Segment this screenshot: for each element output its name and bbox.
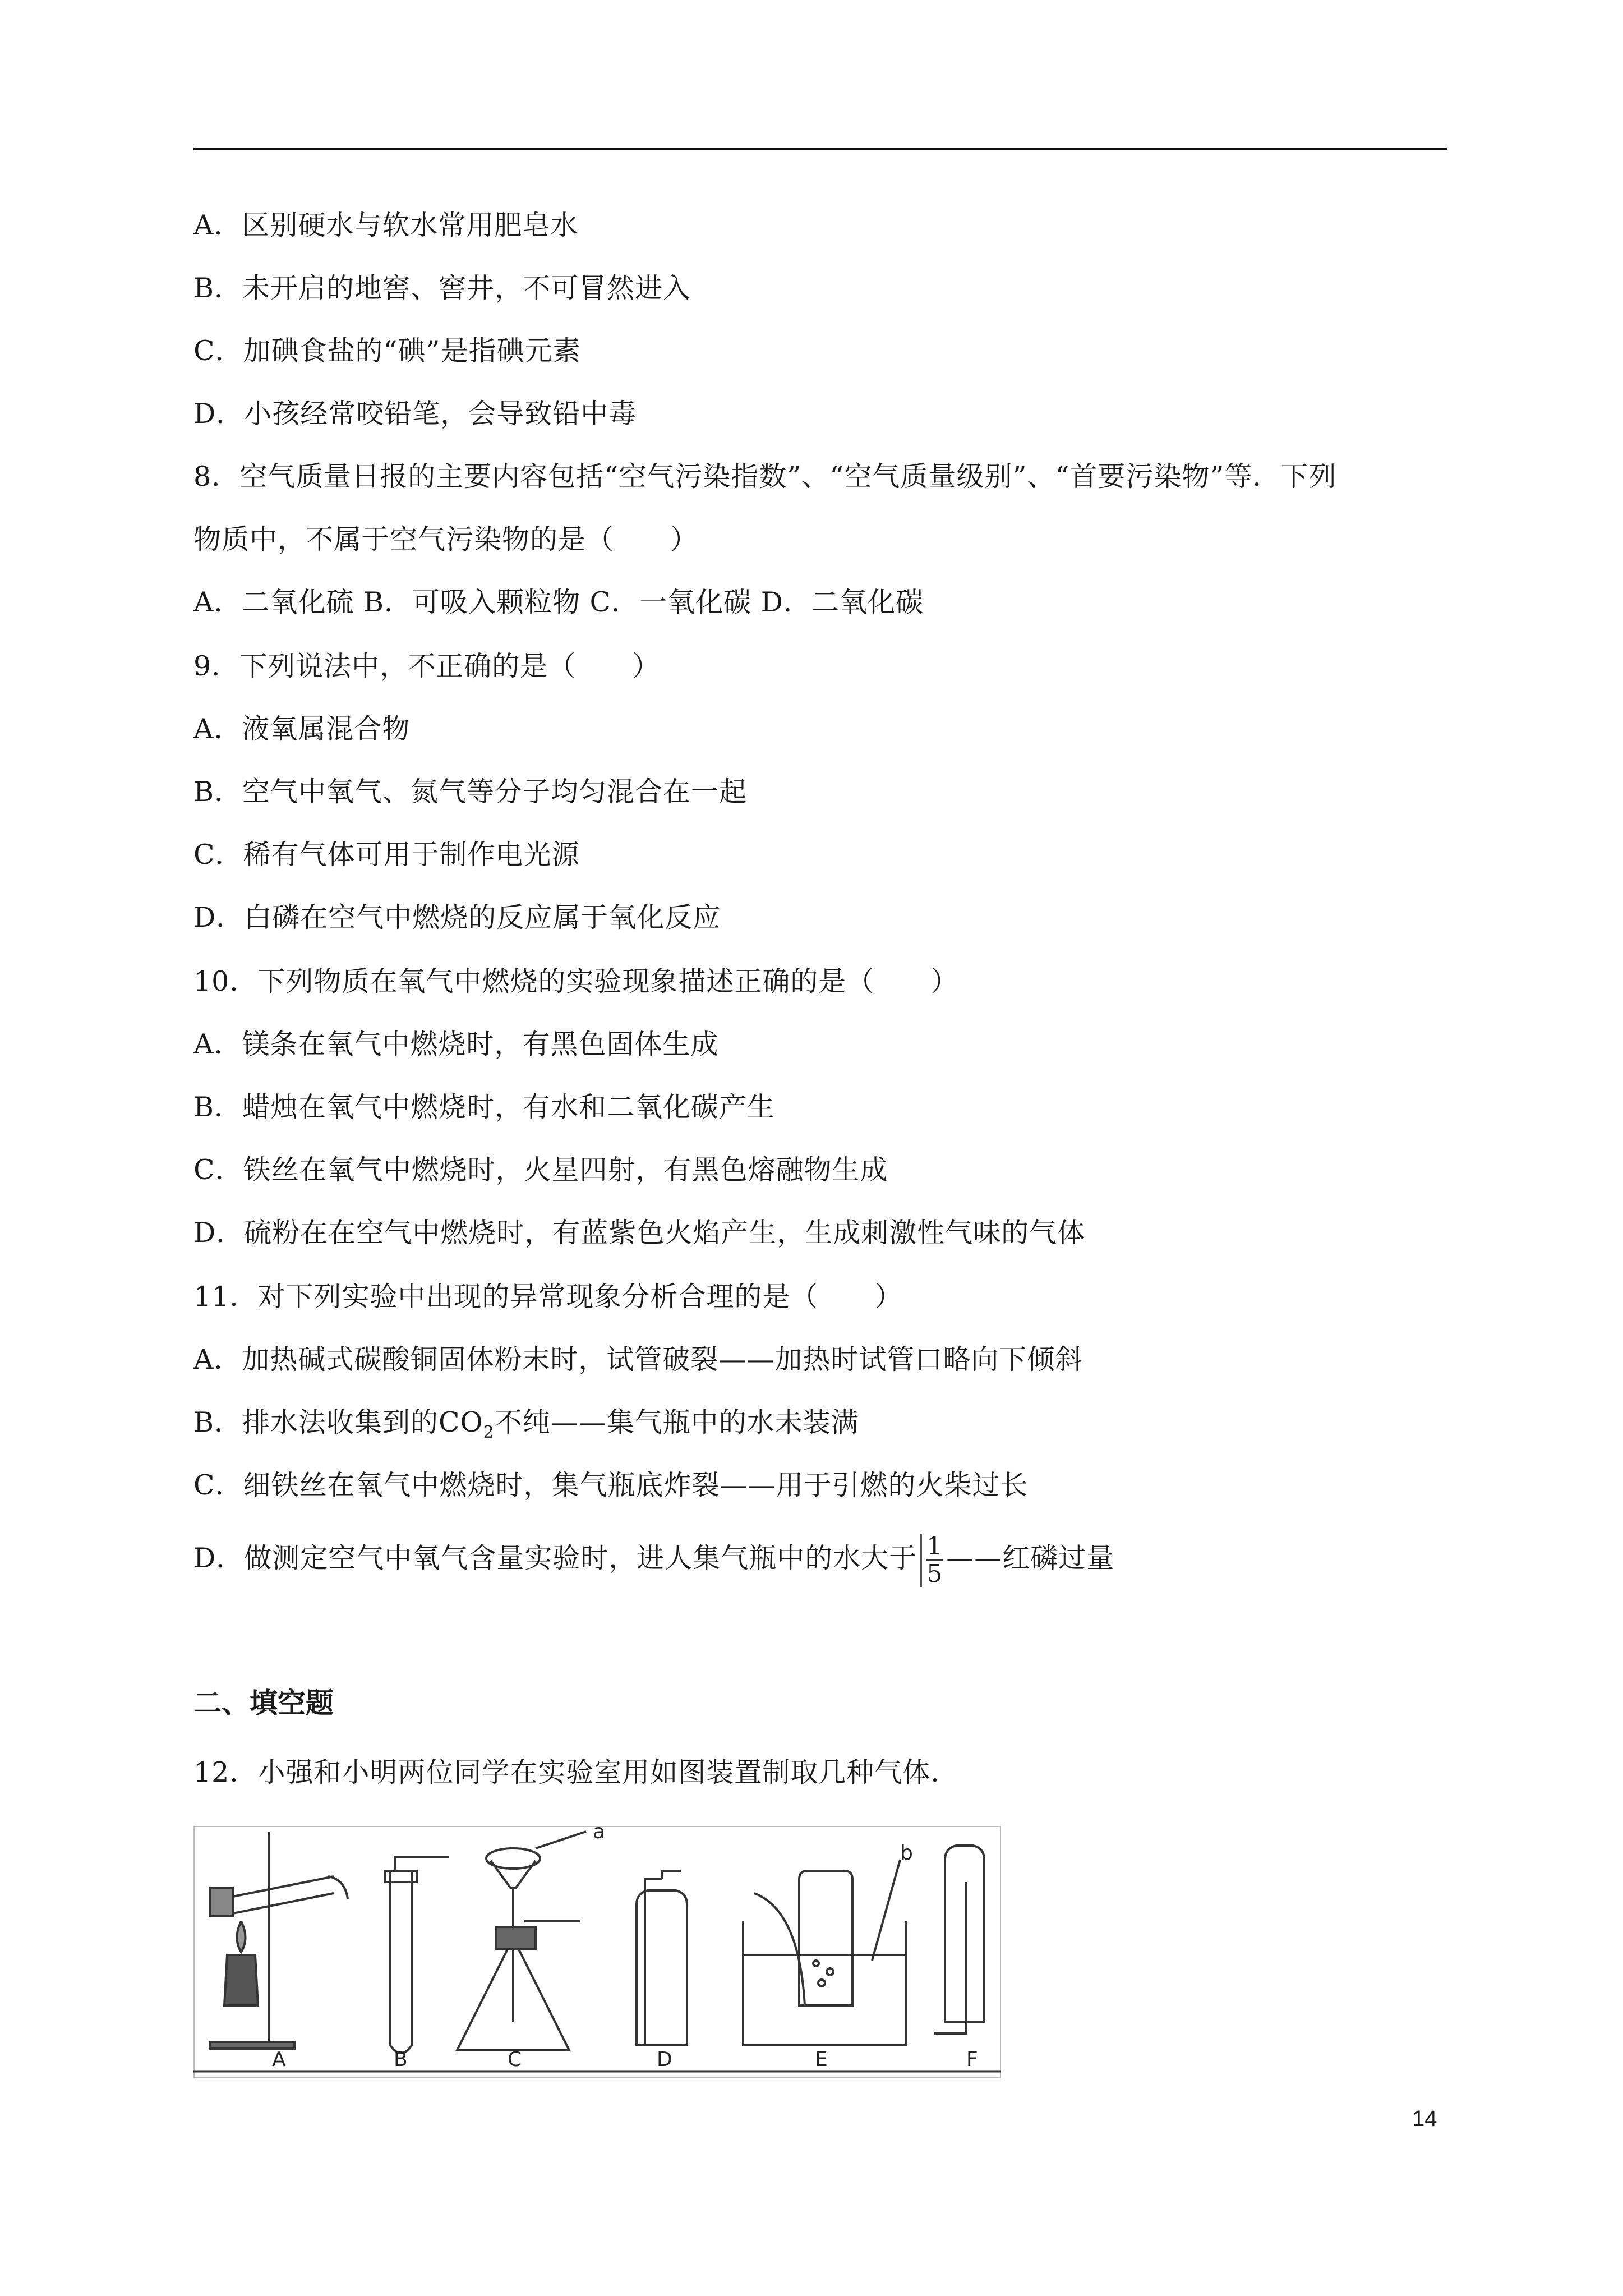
- q7-option-c: C．加碘食盐的“碘”是指碘元素: [193, 335, 581, 367]
- apparatus-b-test-tube: [385, 1857, 449, 2053]
- q9-stem: 9．下列说法中，不正确的是（ ）: [193, 650, 661, 682]
- page-number: 14: [1412, 2106, 1437, 2131]
- q10-option-d: D．硫粉在在空气中燃烧时，有蓝紫色火焰产生，生成刺激性气味的气体: [193, 1217, 1086, 1249]
- q11-option-b-post: 不纯——集气瓶中的水未装满: [494, 1406, 859, 1438]
- q11-option-b: [193, 1406, 859, 1450]
- apparatus-c-flask-with-funnel: [457, 1832, 586, 2050]
- q11-option-c: C．细铁丝在氧气中燃烧时，集气瓶底炸裂——用于引燃的火柴过长: [193, 1469, 1029, 1501]
- q12-stem: 12．小强和小明两位同学在实验室用如图装置制取几种气体．: [193, 1756, 959, 1788]
- q10-option-c: C．铁丝在氧气中燃烧时，火星四射，有黑色熔融物生成: [193, 1154, 888, 1186]
- q11-option-b-pre: B．排水法收集到的CO: [193, 1406, 483, 1438]
- apparatus-a-heating-setup: [210, 1832, 348, 2049]
- figure-border: [194, 1826, 1000, 2078]
- q10-option-a: A．镁条在氧气中燃烧时，有黑色固体生成: [193, 1028, 719, 1060]
- q11-option-d-post: ——红磷过量: [946, 1542, 1115, 1574]
- label-c: C: [508, 2048, 522, 2071]
- callout-b: b: [900, 1842, 913, 1865]
- lab-apparatus-figure: [193, 1826, 1001, 2078]
- label-a: A: [272, 2048, 286, 2071]
- callout-a: a: [593, 1826, 606, 1843]
- q11-stem: 11．对下列实验中出现的异常现象分析合理的是（ ）: [193, 1281, 903, 1313]
- q7-option-b: B．未开启的地窖、窖井，不可冒然进入: [193, 272, 691, 304]
- q11-option-d-pre: D．做测定空气中氧气含量实验时，进人集气瓶中的水大于: [193, 1542, 917, 1574]
- q7-option-d: D．小孩经常咬铅笔，会导致铅中毒: [193, 398, 637, 430]
- q11-option-a: A．加热碱式碳酸铜固体粉末时，试管破裂——加热时试管口略向下倾斜: [193, 1343, 1083, 1375]
- label-b: B: [394, 2048, 408, 2071]
- q9-option-d: D．白磷在空气中燃烧的反应属于氧化反应: [193, 901, 721, 933]
- q7-option-a: A．区别硬水与软水常用肥皂水: [193, 209, 579, 241]
- label-d: D: [657, 2048, 672, 2071]
- q8-stem-line2: 物质中，不属于空气污染物的是（ ）: [193, 523, 699, 555]
- fraction-one-fifth: [920, 1534, 943, 1587]
- q9-option-c: C．稀有气体可用于制作电光源: [193, 839, 580, 871]
- apparatus-d-gas-bottle: [637, 1871, 687, 2045]
- q11-option-b-sub: 2: [483, 1422, 495, 1442]
- label-f: F: [966, 2048, 978, 2071]
- q10-option-b: B．蜡烛在氧气中燃烧时，有水和二氧化碳产生: [193, 1091, 776, 1123]
- header-rule: [193, 148, 1447, 150]
- label-e: E: [815, 2048, 828, 2071]
- section-title: 二、填空题: [193, 1687, 334, 1719]
- apparatus-e-water-trough: [743, 1860, 906, 2045]
- q8-stem-line1: 8．空气质量日报的主要内容包括“空气污染指数”、“空气质量级别”、“首要污染物”等．下列: [193, 461, 1337, 493]
- fraction-numerator: 1: [926, 1532, 943, 1561]
- q9-option-b: B．空气中氧气、氮气等分子均匀混合在一起: [193, 776, 748, 808]
- fraction-denominator: 5: [926, 1559, 943, 1588]
- q9-option-a: A．液氧属混合物: [193, 713, 411, 745]
- q8-options: A．二氧化硫 B．可吸入颗粒物 C．一氧化碳 D．二氧化碳: [193, 586, 924, 618]
- q10-stem: 10．下列物质在氧气中燃烧的实验现象描述正确的是（ ）: [193, 965, 959, 997]
- apparatus-f-collection-bottle: [934, 1846, 984, 2033]
- q11-option-d: [193, 1533, 1114, 1587]
